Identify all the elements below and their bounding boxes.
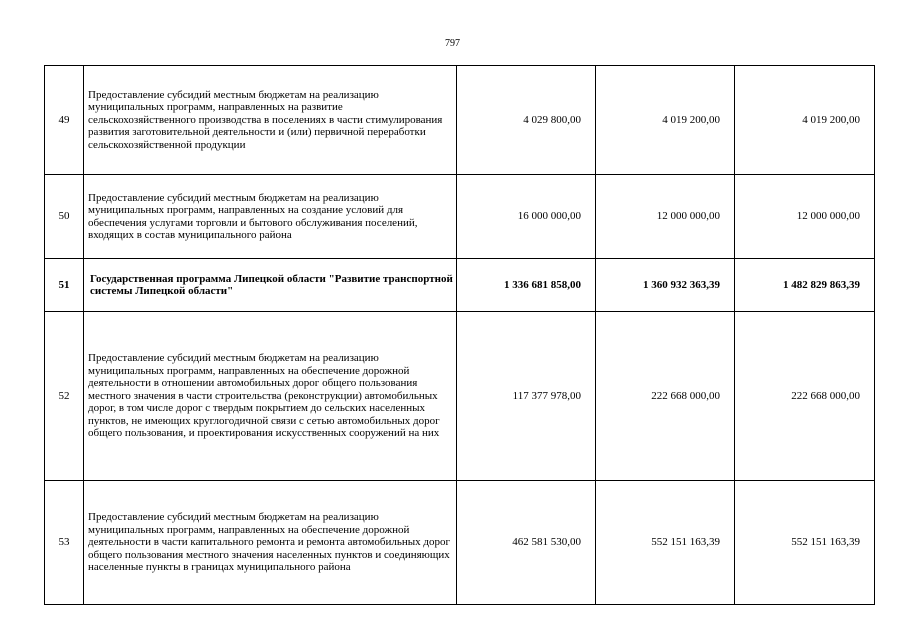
row-number: 51 bbox=[45, 259, 84, 312]
amount-year-3: 222 668 000,00 bbox=[735, 312, 875, 481]
row-number: 53 bbox=[45, 481, 84, 605]
amount-year-1: 1 336 681 858,00 bbox=[457, 259, 596, 312]
amount-year-2: 552 151 163,39 bbox=[596, 481, 735, 605]
amount-year-1: 117 377 978,00 bbox=[457, 312, 596, 481]
row-description: Предоставление субсидий местным бюджетам на реализацию муниципальных программ, направленных на создание условий для обеспечения услугами торговли и бытового обслуживания поселений, входящих в состав муниципального района bbox=[84, 175, 457, 259]
program-title: Государственная программа Липецкой области "Развитие транспортной системы Липецкой области" bbox=[84, 259, 457, 312]
budget-table bbox=[44, 65, 875, 605]
amount-year-3: 1 482 829 863,39 bbox=[735, 259, 875, 312]
table-row bbox=[45, 66, 875, 175]
row-description: Предоставление субсидий местным бюджетам на реализацию муниципальных программ, направленных на обеспечение дорожной деятельности в части капитального ремонта и ремонта автомобильных дорог общего пользования местного значения населенных пунктов и соединяющих населенные пункты в границах муниципального района bbox=[84, 481, 457, 605]
row-description: Предоставление субсидий местным бюджетам на реализацию муниципальных программ, направленных на развитие сельскохозяйственного производства в поселениях в части стимулирования развития заготовительной деятельности и (или) первичной переработки сельскохозяйственной продукции bbox=[84, 66, 457, 175]
amount-year-2: 1 360 932 363,39 bbox=[596, 259, 735, 312]
table-row-program-heading bbox=[45, 259, 875, 312]
row-description: Предоставление субсидий местным бюджетам на реализацию муниципальных программ, направленных на обеспечение дорожной деятельности в отношении автомобильных дорог общего пользования местного значения в части строительства (реконструкции) автомобильных дорог, в том числе дорог с твердым покрытием до сельских населенных пунктов, не имеющих круглогодичной связи с сетью автомобильных дорог общего пользования, и проектирования искусственных сооружений на них bbox=[84, 312, 457, 481]
table-row bbox=[45, 312, 875, 481]
amount-year-2: 222 668 000,00 bbox=[596, 312, 735, 481]
page-number: 797 bbox=[445, 38, 460, 49]
table-row bbox=[45, 481, 875, 605]
amount-year-3: 552 151 163,39 bbox=[735, 481, 875, 605]
amount-year-1: 4 029 800,00 bbox=[457, 66, 596, 175]
row-number: 50 bbox=[45, 175, 84, 259]
amount-year-2: 4 019 200,00 bbox=[596, 66, 735, 175]
amount-year-1: 462 581 530,00 bbox=[457, 481, 596, 605]
table-row bbox=[45, 175, 875, 259]
row-number: 49 bbox=[45, 66, 84, 175]
amount-year-3: 12 000 000,00 bbox=[735, 175, 875, 259]
amount-year-1: 16 000 000,00 bbox=[457, 175, 596, 259]
amount-year-3: 4 019 200,00 bbox=[735, 66, 875, 175]
amount-year-2: 12 000 000,00 bbox=[596, 175, 735, 259]
row-number: 52 bbox=[45, 312, 84, 481]
